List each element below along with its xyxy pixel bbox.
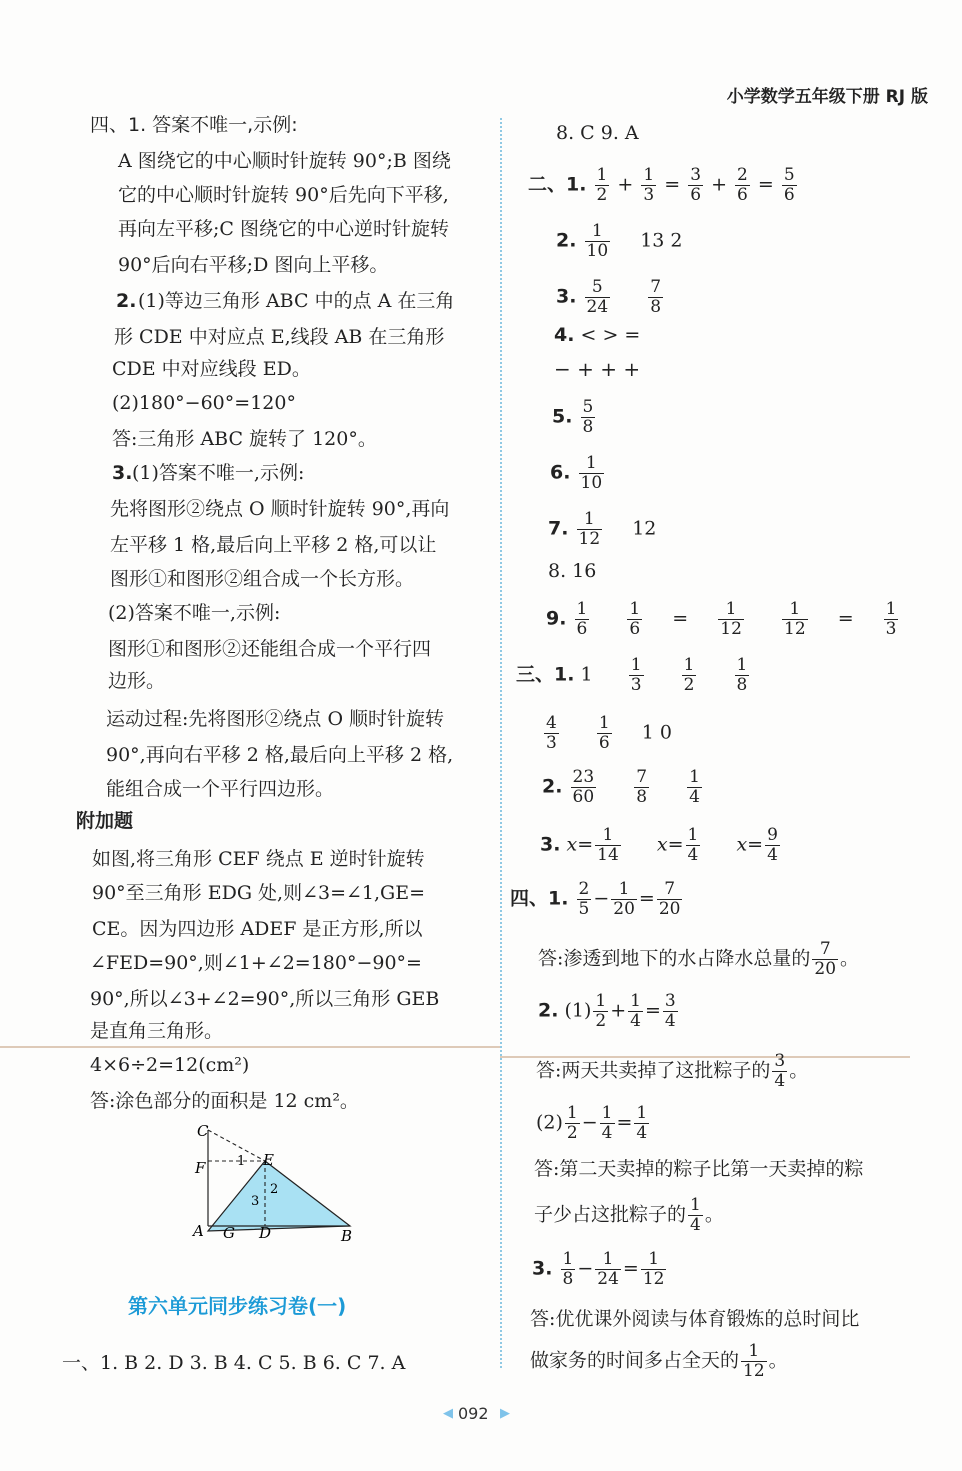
r2-6: 6. $\frac{1}{10}$ [550,453,603,493]
s4-1-line: 90°后向右平移;D 图向上平移。 [118,254,389,276]
page-left-arrow-icon: ◀ [443,1406,453,1421]
s4-2-line: CDE 中对应线段 ED。 [112,358,311,380]
label-a: A [193,1222,204,1240]
s4-3-head: 3. [112,462,133,484]
extra-line: 90°,所以∠3+∠2=90°,所以三角形 GEB [90,988,440,1010]
r2-4: 4. < > = [554,324,641,346]
page-header: 小学数学五年级下册 RJ 版 [726,87,928,107]
r4-3-answer-2: 做家务的时间多占全天的 $\frac{1}{12}$ 。 [530,1341,788,1381]
s4-1-line: 再向左平移;C 图绕它的中心逆时针旋转 [118,218,449,240]
r4-1-answer: 答:渗透到地下的水占降水总量的 $\frac{7}{20}$ 。 [538,939,860,979]
s4-2-head: 2. [116,290,137,312]
r4-2b-answer-1: 答:第二天卖掉的粽子比第一天卖掉的粽 [534,1158,864,1180]
s4-2-line: (2)180°−60°=120° [112,392,296,414]
extra-line: CE。因为四边形 ADEF 是正方形,所以 [92,918,423,940]
s4-3-line: 左平移 1 格,最后向上平移 2 格,可以让 [110,534,437,556]
s4-3-line: (1)答案不唯一,示例: [132,462,305,484]
extra-head: 附加题 [76,810,134,832]
r3-3: 3. x= $\frac{1}{14}$ x= $\frac{1}{4}$ x= $\frac{9}{4}$ [540,825,778,865]
r2-5: 5. $\frac{5}{8}$ [552,397,594,437]
extra-line: 答:涂色部分的面积是 12 cm²。 [90,1090,359,1112]
r3-1b: $\frac{4}{3}$ $\frac{1}{6}$ 1 0 [546,713,673,753]
page-number: 092 [458,1404,489,1423]
s4-3-line: 先将图形②绕点 O 顺时针旋转 90°,再向 [110,498,450,520]
s4-1-line: A 图绕它的中心顺时针旋转 90°;B 图绕 [118,150,451,172]
s4-2-line: (1)等边三角形 ABC 中的点 A 在三角 [138,290,455,312]
section-title: 第六单元同步练习卷(一) [128,1294,347,1318]
s4-3-line: 90°,再向右平移 2 格,最后向上平移 2 格, [106,744,454,766]
angle-3-label: 3 [251,1194,260,1209]
label-e: E [263,1151,274,1169]
r2-1: 二、1. $\frac{1}{2}$ + $\frac{1}{3}$ = $\frac{3}{6}$ + $\frac{2}{6}$ = $\frac{5}{6}$ [528,165,795,205]
column-divider [500,118,502,1368]
s4-1-line: 它的中心顺时针旋转 90°后先向下平移, [118,184,449,206]
label-b: B [341,1227,353,1245]
s4-3-line: 运动过程:先将图形②绕点 O 顺时针旋转 [106,708,445,730]
fold-crease-left [0,1046,500,1048]
r2-7: 7. $\frac{1}{12}$ 12 [548,509,657,549]
angle-1-label: 1 [237,1154,246,1169]
r3-2: 2. $\frac{23}{60}$ $\frac{7}{8}$ $\frac{1}{4}$ [542,767,700,807]
r4-2b-answer-2: 子少占这批粽子的 $\frac{1}{4}$ 。 [534,1195,724,1235]
r-8-9: 8. C 9. A [556,122,639,144]
s4-2-line: 形 CDE 中对应点 E,线段 AB 在三角形 [114,326,445,348]
label-f: F [195,1159,206,1177]
extra-line: 如图,将三角形 CEF 绕点 E 逆时针旋转 [92,848,425,870]
triangle-figure [185,1118,365,1248]
s4-3-line: (2)答案不唯一,示例: [108,602,281,624]
r3-1: 三、1. 1 $\frac{1}{3}$ $\frac{1}{2}$ $\frac{1}{8}$ [516,655,748,695]
r4-2a: 2. (1) $\frac{1}{2}$ + $\frac{1}{4}$ = $\frac{3}{4}$ [538,991,676,1031]
extra-line: ∠FED=90°,则∠1+∠2=180°−90°= [90,952,422,974]
s4-3-line: 图形①和图形②组合成一个长方形。 [110,568,415,590]
s4-3-line: 图形①和图形②还能组合成一个平行四 [108,638,432,660]
r2-9: 9. $\frac{1}{6}$ $\frac{1}{6}$ = $\frac{1}{12}$ $\frac{1}{12}$ = $\frac{1}{3}$ [546,599,897,639]
extra-line: 90°至三角形 EDG 处,则∠3=∠1,GE= [92,882,426,904]
r4-3: 3. $\frac{1}{8}$ − $\frac{1}{24}$ = $\frac{1}{12}$ [532,1249,665,1289]
r4-3-answer-1: 答:优优课外阅读与体育锻炼的总时间比 [530,1308,860,1330]
r4-2b: (2) $\frac{1}{2}$ − $\frac{1}{4}$ = $\frac{1}{4}$ [536,1103,648,1143]
page-right-arrow-icon: ▶ [500,1406,510,1421]
r4-1: 四、1. $\frac{2}{5}$ − $\frac{1}{20}$ = $\frac{7}{20}$ [510,879,681,919]
shaded-triangle [208,1161,350,1231]
extra-line: 4×6÷2=12(cm²) [90,1054,250,1076]
label-g: G [223,1224,235,1242]
s4-3-line: 边形。 [108,670,166,692]
mc-answers: 一、1. B 2. D 3. B 4. C 5. B 6. C 7. A [62,1352,406,1374]
r2-8: 8. 16 [548,560,597,582]
s4-1-head: 四、1. 答案不唯一,示例: [90,114,298,136]
label-d: D [259,1224,272,1242]
r2-4-row2: − + + + [554,357,641,381]
r4-2a-answer: 答:两天共卖掉了这批粽子的 $\frac{3}{4}$ 。 [536,1051,809,1091]
angle-2-label: 2 [270,1182,279,1197]
r2-2: 2. $\frac{1}{10}$ 13 2 [556,221,683,261]
s4-3-line: 能组合成一个平行四边形。 [106,778,335,800]
r2-3: 3. $\frac{5}{24}$ $\frac{7}{8}$ [556,277,662,317]
s4-2-line: 答:三角形 ABC 旋转了 120°。 [112,428,377,450]
label-c: C [197,1122,209,1140]
extra-line: 是直角三角形。 [90,1020,224,1042]
